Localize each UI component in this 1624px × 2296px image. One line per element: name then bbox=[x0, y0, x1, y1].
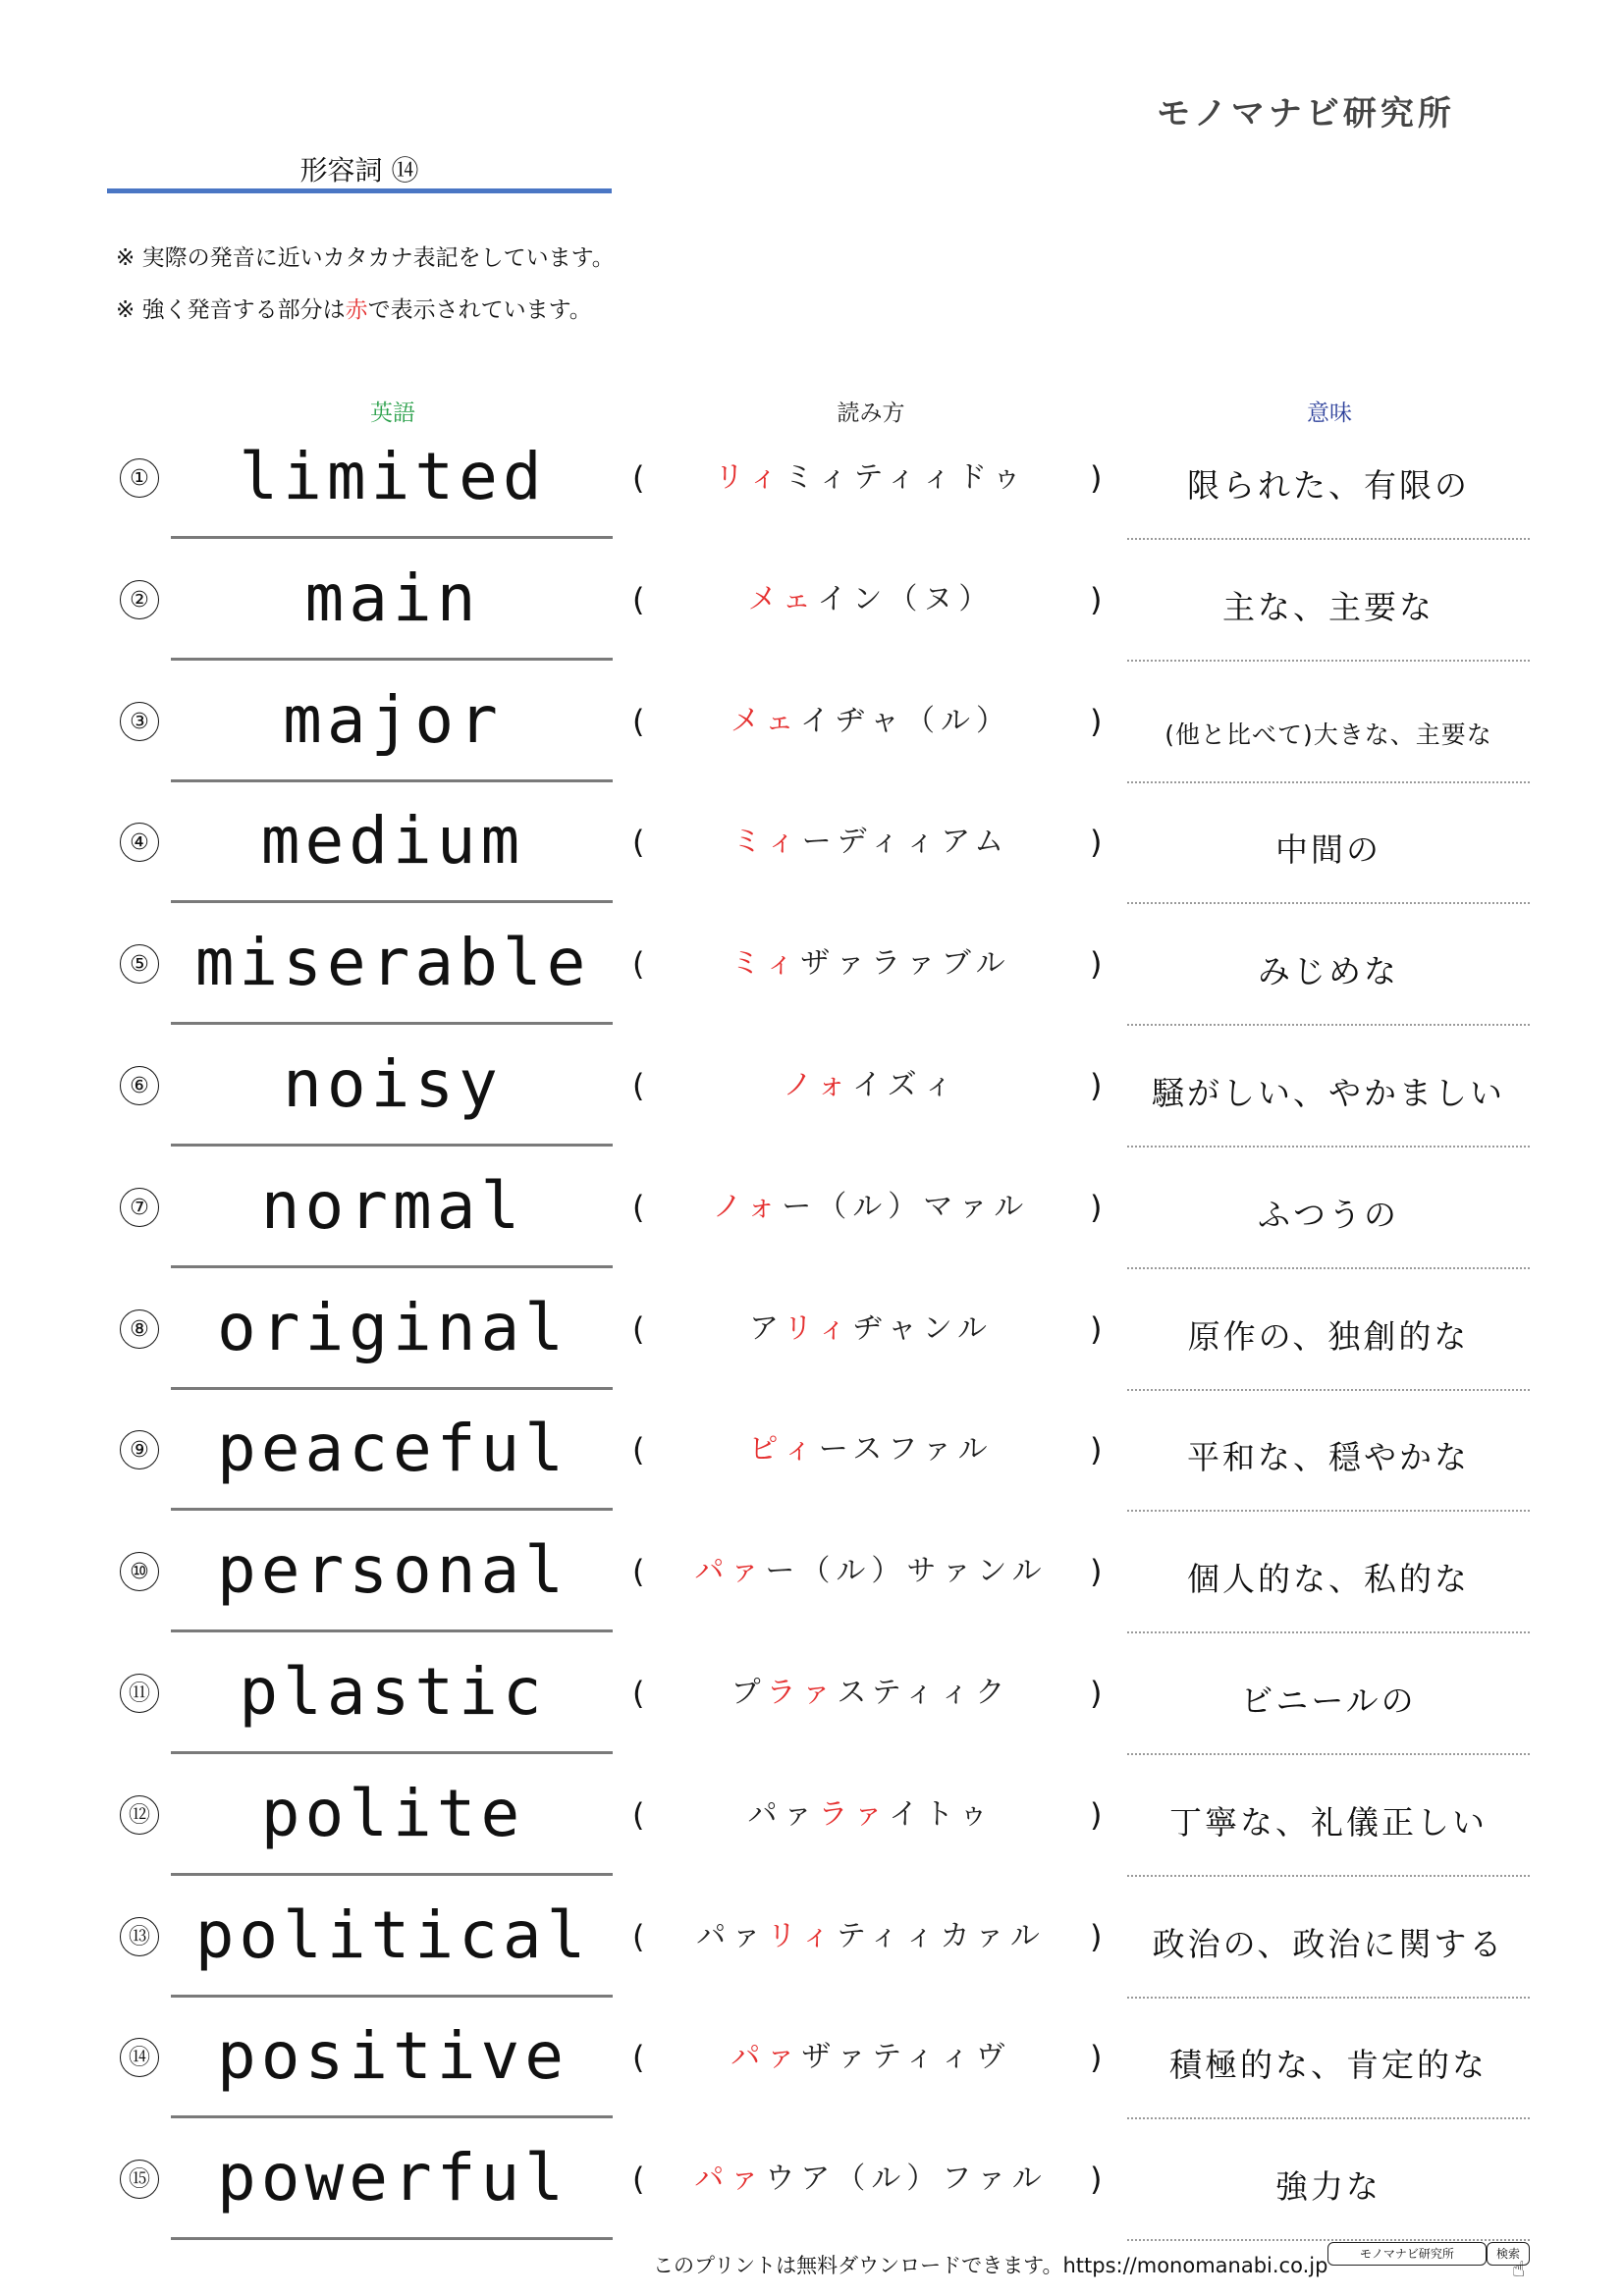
note-segment: ※ 強く発音する部分は bbox=[116, 297, 346, 323]
close-paren: ) bbox=[1090, 1795, 1103, 1834]
close-paren: ) bbox=[1090, 459, 1103, 497]
note-segment: ※ 実際の発音に近いカタカナ表記をしています。 bbox=[116, 245, 615, 271]
english-word: powerful bbox=[217, 2140, 568, 2216]
open-paren: ( bbox=[632, 459, 645, 497]
reading-segment: ーディィアム bbox=[801, 825, 1010, 860]
list-item bbox=[0, 1145, 1624, 1266]
english-word: plastic bbox=[239, 1654, 547, 1730]
english-word: political bbox=[194, 1896, 591, 1973]
reading-segment: ミィティィドゥ bbox=[784, 460, 1028, 495]
item-number: ⑬ bbox=[120, 1917, 159, 1956]
open-paren: ( bbox=[632, 1553, 645, 1591]
title-underline bbox=[107, 188, 612, 193]
note-segment: で表示されています。 bbox=[367, 297, 592, 323]
brand-logo: モノマナビ研究所 bbox=[1157, 94, 1455, 133]
meaning-text: 中間の bbox=[1275, 830, 1381, 870]
reading-segment: イトゥ bbox=[889, 1796, 995, 1832]
close-paren: ) bbox=[1090, 702, 1103, 740]
meaning-text: みじめな bbox=[1258, 952, 1399, 991]
meaning-text: 原作の、独創的な bbox=[1187, 1316, 1470, 1356]
page-title: 形容詞 ⑭ bbox=[299, 154, 419, 187]
reading-text bbox=[660, 2038, 1082, 2077]
list-item bbox=[0, 779, 1624, 901]
reading-segment: ザァティィヴ bbox=[801, 2040, 1011, 2075]
reading-accent: リィ bbox=[767, 1918, 837, 1953]
english-word: personal bbox=[217, 1532, 568, 1609]
close-paren: ) bbox=[1090, 580, 1103, 618]
open-paren: ( bbox=[632, 1309, 645, 1348]
reading-segment: ー（ル）マァル bbox=[782, 1189, 1030, 1224]
reading-segment: ア bbox=[749, 1310, 784, 1346]
reading-segment: ー（ル）サァンル bbox=[765, 1554, 1048, 1589]
meaning-text: ふつうの bbox=[1258, 1195, 1399, 1234]
english-word: noisy bbox=[283, 1046, 503, 1122]
close-paren: ) bbox=[1090, 945, 1103, 984]
open-paren: ( bbox=[632, 1188, 645, 1226]
item-number: ⑫ bbox=[120, 1795, 159, 1835]
column-header-english: 英語 bbox=[370, 400, 415, 426]
reading-accent: パァ bbox=[731, 2040, 802, 2075]
meaning-text: 積極的な、肯定的な bbox=[1169, 2046, 1488, 2085]
open-paren: ( bbox=[632, 2161, 645, 2199]
reading-accent: メェ bbox=[747, 581, 818, 616]
meaning-underline bbox=[1127, 2239, 1530, 2241]
open-paren: ( bbox=[632, 1917, 645, 1955]
reading-accent: リィ bbox=[714, 460, 785, 495]
reading-accent: ラァ bbox=[818, 1796, 890, 1832]
english-word: polite bbox=[260, 1775, 525, 1851]
meaning-text: 平和な、穏やかな bbox=[1187, 1438, 1470, 1477]
reading-segment: ティィカァル bbox=[836, 1918, 1046, 1953]
list-item bbox=[0, 1752, 1624, 1874]
reading-text bbox=[660, 1917, 1082, 1956]
item-number: ⑭ bbox=[120, 2038, 159, 2077]
item-number: ③ bbox=[120, 702, 159, 741]
reading-segment: イン（ヌ） bbox=[817, 581, 995, 616]
open-paren: ( bbox=[632, 824, 645, 862]
close-paren: ) bbox=[1090, 1431, 1103, 1469]
english-word: peaceful bbox=[217, 1411, 568, 1487]
close-paren: ) bbox=[1090, 1067, 1103, 1104]
open-paren: ( bbox=[632, 1431, 645, 1469]
reading-accent: ノォ bbox=[783, 1068, 852, 1102]
open-paren: ( bbox=[632, 945, 645, 984]
reading-text bbox=[660, 1066, 1082, 1105]
reading-text bbox=[660, 2160, 1082, 2199]
meaning-text: 主な、主要な bbox=[1222, 587, 1435, 626]
reading-segment: パァ bbox=[747, 1796, 819, 1832]
note-1 bbox=[116, 240, 615, 272]
item-number: ⑩ bbox=[120, 1552, 159, 1591]
close-paren: ) bbox=[1090, 1188, 1103, 1226]
reading-text bbox=[660, 1188, 1082, 1227]
list-item bbox=[0, 2116, 1624, 2238]
reading-accent: パァ bbox=[694, 1554, 766, 1589]
english-word: medium bbox=[260, 803, 525, 880]
reading-accent: リィ bbox=[783, 1310, 853, 1346]
reading-text bbox=[660, 580, 1082, 619]
search-input[interactable]: モノマナビ研究所 bbox=[1327, 2242, 1487, 2266]
note-segment: 赤 bbox=[345, 297, 368, 323]
list-item bbox=[0, 1266, 1624, 1388]
reading-segment: イヂャ（ル） bbox=[799, 703, 1011, 738]
open-paren: ( bbox=[632, 580, 645, 618]
item-number: ⑥ bbox=[120, 1066, 159, 1105]
english-word: limited bbox=[239, 439, 547, 514]
open-paren: ( bbox=[632, 1675, 645, 1712]
reading-text bbox=[660, 702, 1082, 741]
open-paren: ( bbox=[632, 2039, 645, 2077]
meaning-text: 丁寧な、礼儀正しい bbox=[1169, 1802, 1488, 1842]
english-word: original bbox=[217, 1289, 568, 1365]
item-number: ⑨ bbox=[120, 1430, 159, 1469]
reading-text bbox=[660, 458, 1082, 498]
list-item bbox=[0, 901, 1624, 1023]
list-item bbox=[0, 1023, 1624, 1145]
reading-accent: ラァ bbox=[766, 1676, 838, 1710]
item-number: ⑧ bbox=[120, 1309, 159, 1349]
close-paren: ) bbox=[1090, 1553, 1103, 1591]
footer-text: このプリントは無料ダウンロードできます。https://monomanabi.co.jp bbox=[653, 2254, 1328, 2277]
reading-accent: ミィ bbox=[731, 946, 801, 982]
open-paren: ( bbox=[632, 702, 645, 740]
reading-segment: プ bbox=[731, 1676, 767, 1710]
item-number: ① bbox=[120, 458, 159, 498]
list-item bbox=[0, 537, 1624, 659]
list-item bbox=[0, 1995, 1624, 2116]
item-number: ⑦ bbox=[120, 1188, 159, 1227]
reading-segment: パァ bbox=[696, 1918, 768, 1953]
list-item bbox=[0, 1630, 1624, 1752]
hand-cursor-icon: ☝ bbox=[1512, 2258, 1526, 2282]
english-word: main bbox=[304, 560, 481, 636]
reading-accent: ノォ bbox=[712, 1189, 783, 1224]
meaning-text: 強力な bbox=[1275, 2167, 1381, 2207]
english-word: normal bbox=[260, 1167, 525, 1244]
meaning-text: (他と比べて)大きな、主要な bbox=[1164, 720, 1492, 749]
list-item bbox=[0, 1874, 1624, 1996]
meaning-text: 個人的な、私的な bbox=[1187, 1560, 1470, 1599]
column-header-meaning: 意味 bbox=[1307, 400, 1352, 426]
meaning-text: 騒がしい、やかましい bbox=[1152, 1074, 1505, 1112]
reading-accent: メェ bbox=[731, 703, 800, 738]
meaning-text: 限られた、有限の bbox=[1187, 466, 1470, 505]
reading-accent: ミィ bbox=[731, 825, 802, 860]
list-item bbox=[0, 1387, 1624, 1509]
item-number: ④ bbox=[120, 823, 159, 862]
reading-text bbox=[660, 1674, 1082, 1713]
reading-segment: ースファル bbox=[818, 1432, 994, 1468]
meaning-text: ビニールの bbox=[1240, 1682, 1417, 1720]
open-paren: ( bbox=[632, 1067, 645, 1104]
open-paren: ( bbox=[632, 1795, 645, 1834]
reading-segment: スティィク bbox=[837, 1676, 1011, 1710]
reading-segment: イズィ bbox=[851, 1068, 959, 1102]
reading-text bbox=[660, 944, 1082, 984]
item-number: ⑮ bbox=[120, 2160, 159, 2199]
close-paren: ) bbox=[1090, 824, 1103, 862]
reading-accent: パァ bbox=[694, 2162, 766, 2197]
list-item bbox=[0, 659, 1624, 780]
reading-text bbox=[660, 1795, 1082, 1835]
reading-segment: ウア（ル）ファル bbox=[765, 2162, 1048, 2197]
close-paren: ) bbox=[1090, 1309, 1103, 1348]
reading-accent: ピィ bbox=[748, 1432, 819, 1468]
list-item bbox=[0, 415, 1624, 537]
reading-segment: ザァラァブル bbox=[800, 946, 1011, 982]
reading-segment: ヂャンル bbox=[852, 1310, 993, 1346]
close-paren: ) bbox=[1090, 2039, 1103, 2077]
column-header-reading: 読み方 bbox=[837, 400, 905, 426]
reading-text bbox=[660, 1552, 1082, 1591]
english-word: positive bbox=[217, 2018, 568, 2095]
word-underline bbox=[171, 2237, 613, 2240]
note-2 bbox=[116, 292, 592, 324]
list-item bbox=[0, 1509, 1624, 1630]
reading-text bbox=[660, 1430, 1082, 1469]
search-button[interactable]: 検索 bbox=[1487, 2242, 1530, 2266]
item-number: ⑪ bbox=[120, 1674, 159, 1713]
close-paren: ) bbox=[1090, 1917, 1103, 1955]
reading-text bbox=[660, 823, 1082, 862]
item-number: ② bbox=[120, 580, 159, 619]
close-paren: ) bbox=[1090, 2161, 1103, 2199]
english-word: major bbox=[283, 681, 503, 758]
reading-text bbox=[660, 1309, 1082, 1349]
close-paren: ) bbox=[1090, 1675, 1103, 1712]
item-number: ⑤ bbox=[120, 944, 159, 984]
english-word: miserable bbox=[194, 925, 591, 1001]
meaning-text: 政治の、政治に関する bbox=[1152, 1924, 1505, 1963]
